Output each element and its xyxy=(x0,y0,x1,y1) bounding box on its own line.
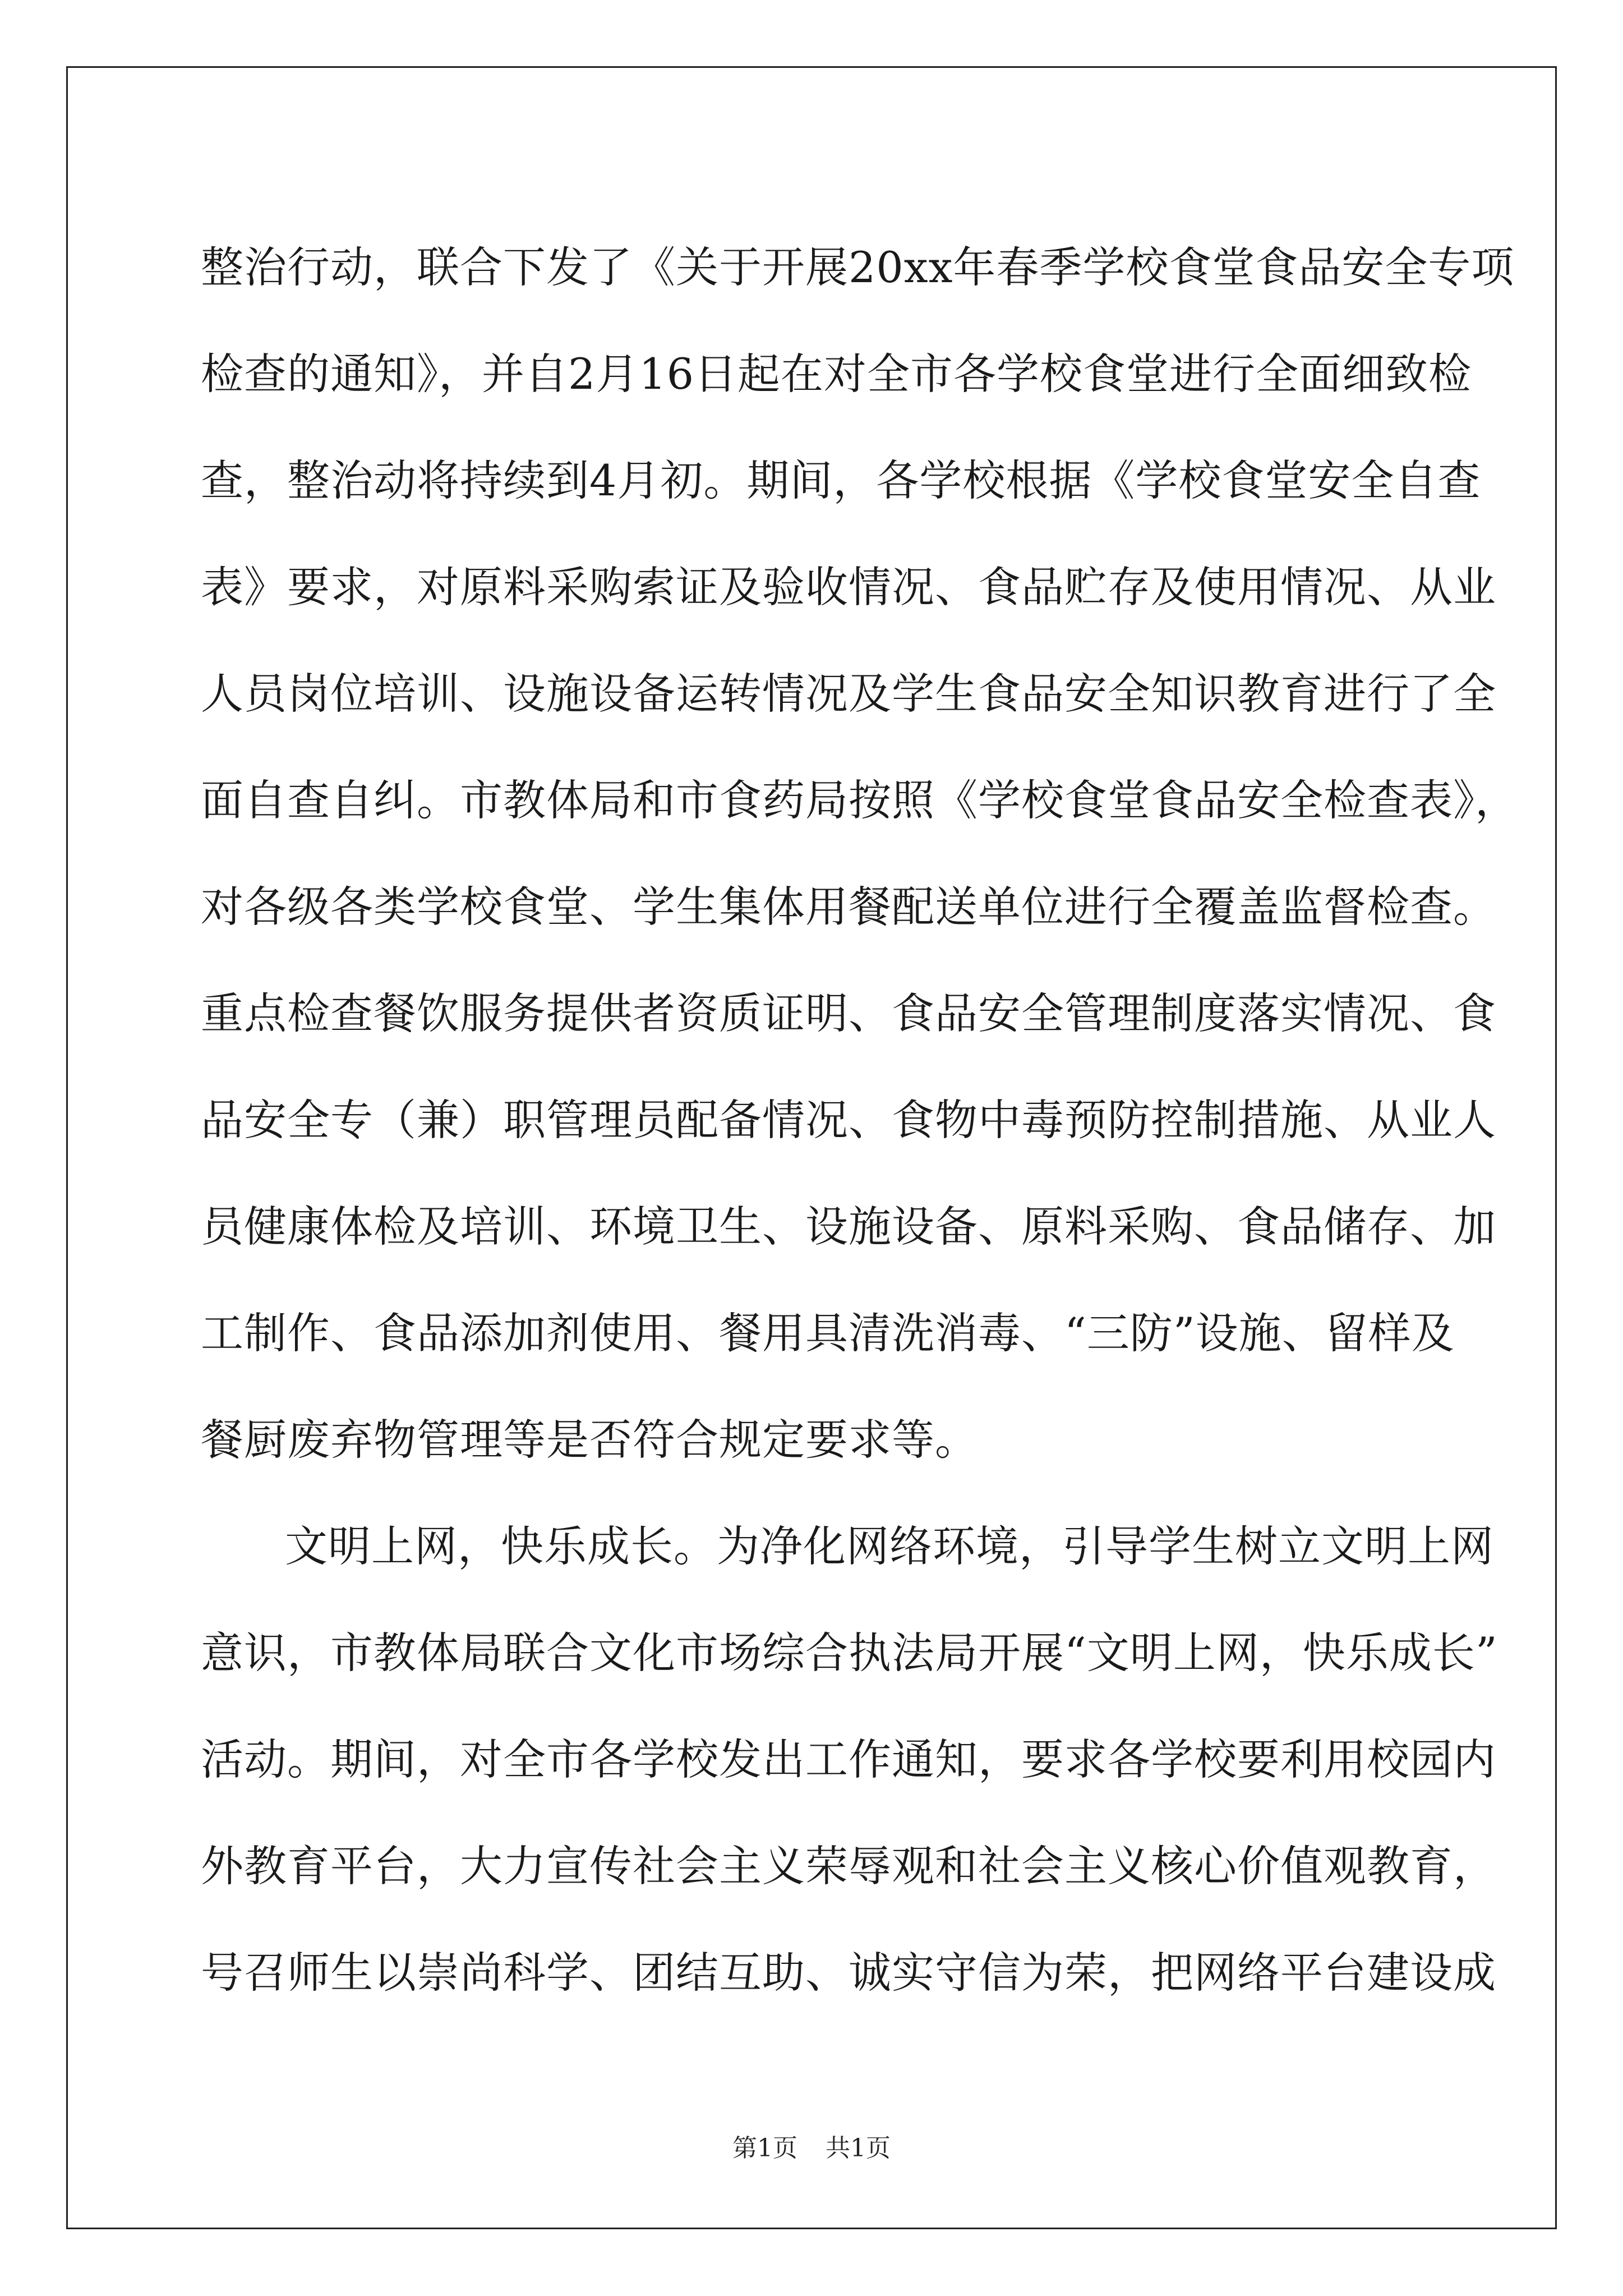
text-line: 号召师生以崇尚科学、团结互助、诚实守信为荣，把网络平台建设成 xyxy=(201,1948,1496,1998)
total-pages: 共1页 xyxy=(826,2134,891,2162)
text-line: 对各级各类学校食堂、学生集体用餐配送单位进行全覆盖监督检查。 xyxy=(201,882,1496,932)
page-number: 第1页 xyxy=(732,2134,797,2162)
text-line: 餐厨废弃物管理等是否符合规定要求等。 xyxy=(201,1415,978,1465)
text-line: 整治行动，联合下发了《关于开展20xx年春季学校食堂食品安全专项 xyxy=(201,242,1515,292)
text-line: 工制作、食品添加剂使用、餐用具清洗消毒、“三防”设施、留样及 xyxy=(201,1308,1455,1358)
text-line: 查，整治动将持续到4月初。期间，各学校根据《学校食堂安全自查 xyxy=(201,455,1481,505)
text-line: 意识，市教体局联合文化市场综合执法局开展“文明上网，快乐成长” xyxy=(201,1628,1498,1678)
text-line: 员健康体检及培训、环境卫生、设施设备、原料采购、食品储存、加 xyxy=(201,1202,1496,1251)
page-footer xyxy=(0,2132,1623,2165)
text-line: 品安全专（兼）职管理员配备情况、食物中毒预防控制措施、从业人 xyxy=(201,1095,1496,1145)
text-line: 面自查自纠。市教体局和市食药局按照《学校食堂食品安全检查表》， xyxy=(201,775,1518,825)
text-line: 外教育平台，大力宣传社会主义荣辱观和社会主义核心价值观教育， xyxy=(201,1841,1496,1891)
document-body xyxy=(201,214,1518,2026)
paragraph-start-line: 文明上网，快乐成长。为净化网络环境，引导学生树立文明上网 xyxy=(285,1521,1494,1571)
text-line: 人员岗位培训、设施设备运转情况及学生食品安全知识教育进行了全 xyxy=(201,669,1496,719)
text-line: 重点检查餐饮服务提供者资质证明、食品安全管理制度落实情况、食 xyxy=(201,988,1496,1038)
text-line: 检查的通知》，并自2月16日起在对全市各学校食堂进行全面细致检 xyxy=(201,349,1472,399)
text-line: 活动。期间，对全市各学校发出工作通知，要求各学校要利用校园内 xyxy=(201,1734,1496,1784)
text-line: 表》要求，对原料采购索证及验收情况、食品贮存及使用情况、从业 xyxy=(201,562,1496,612)
